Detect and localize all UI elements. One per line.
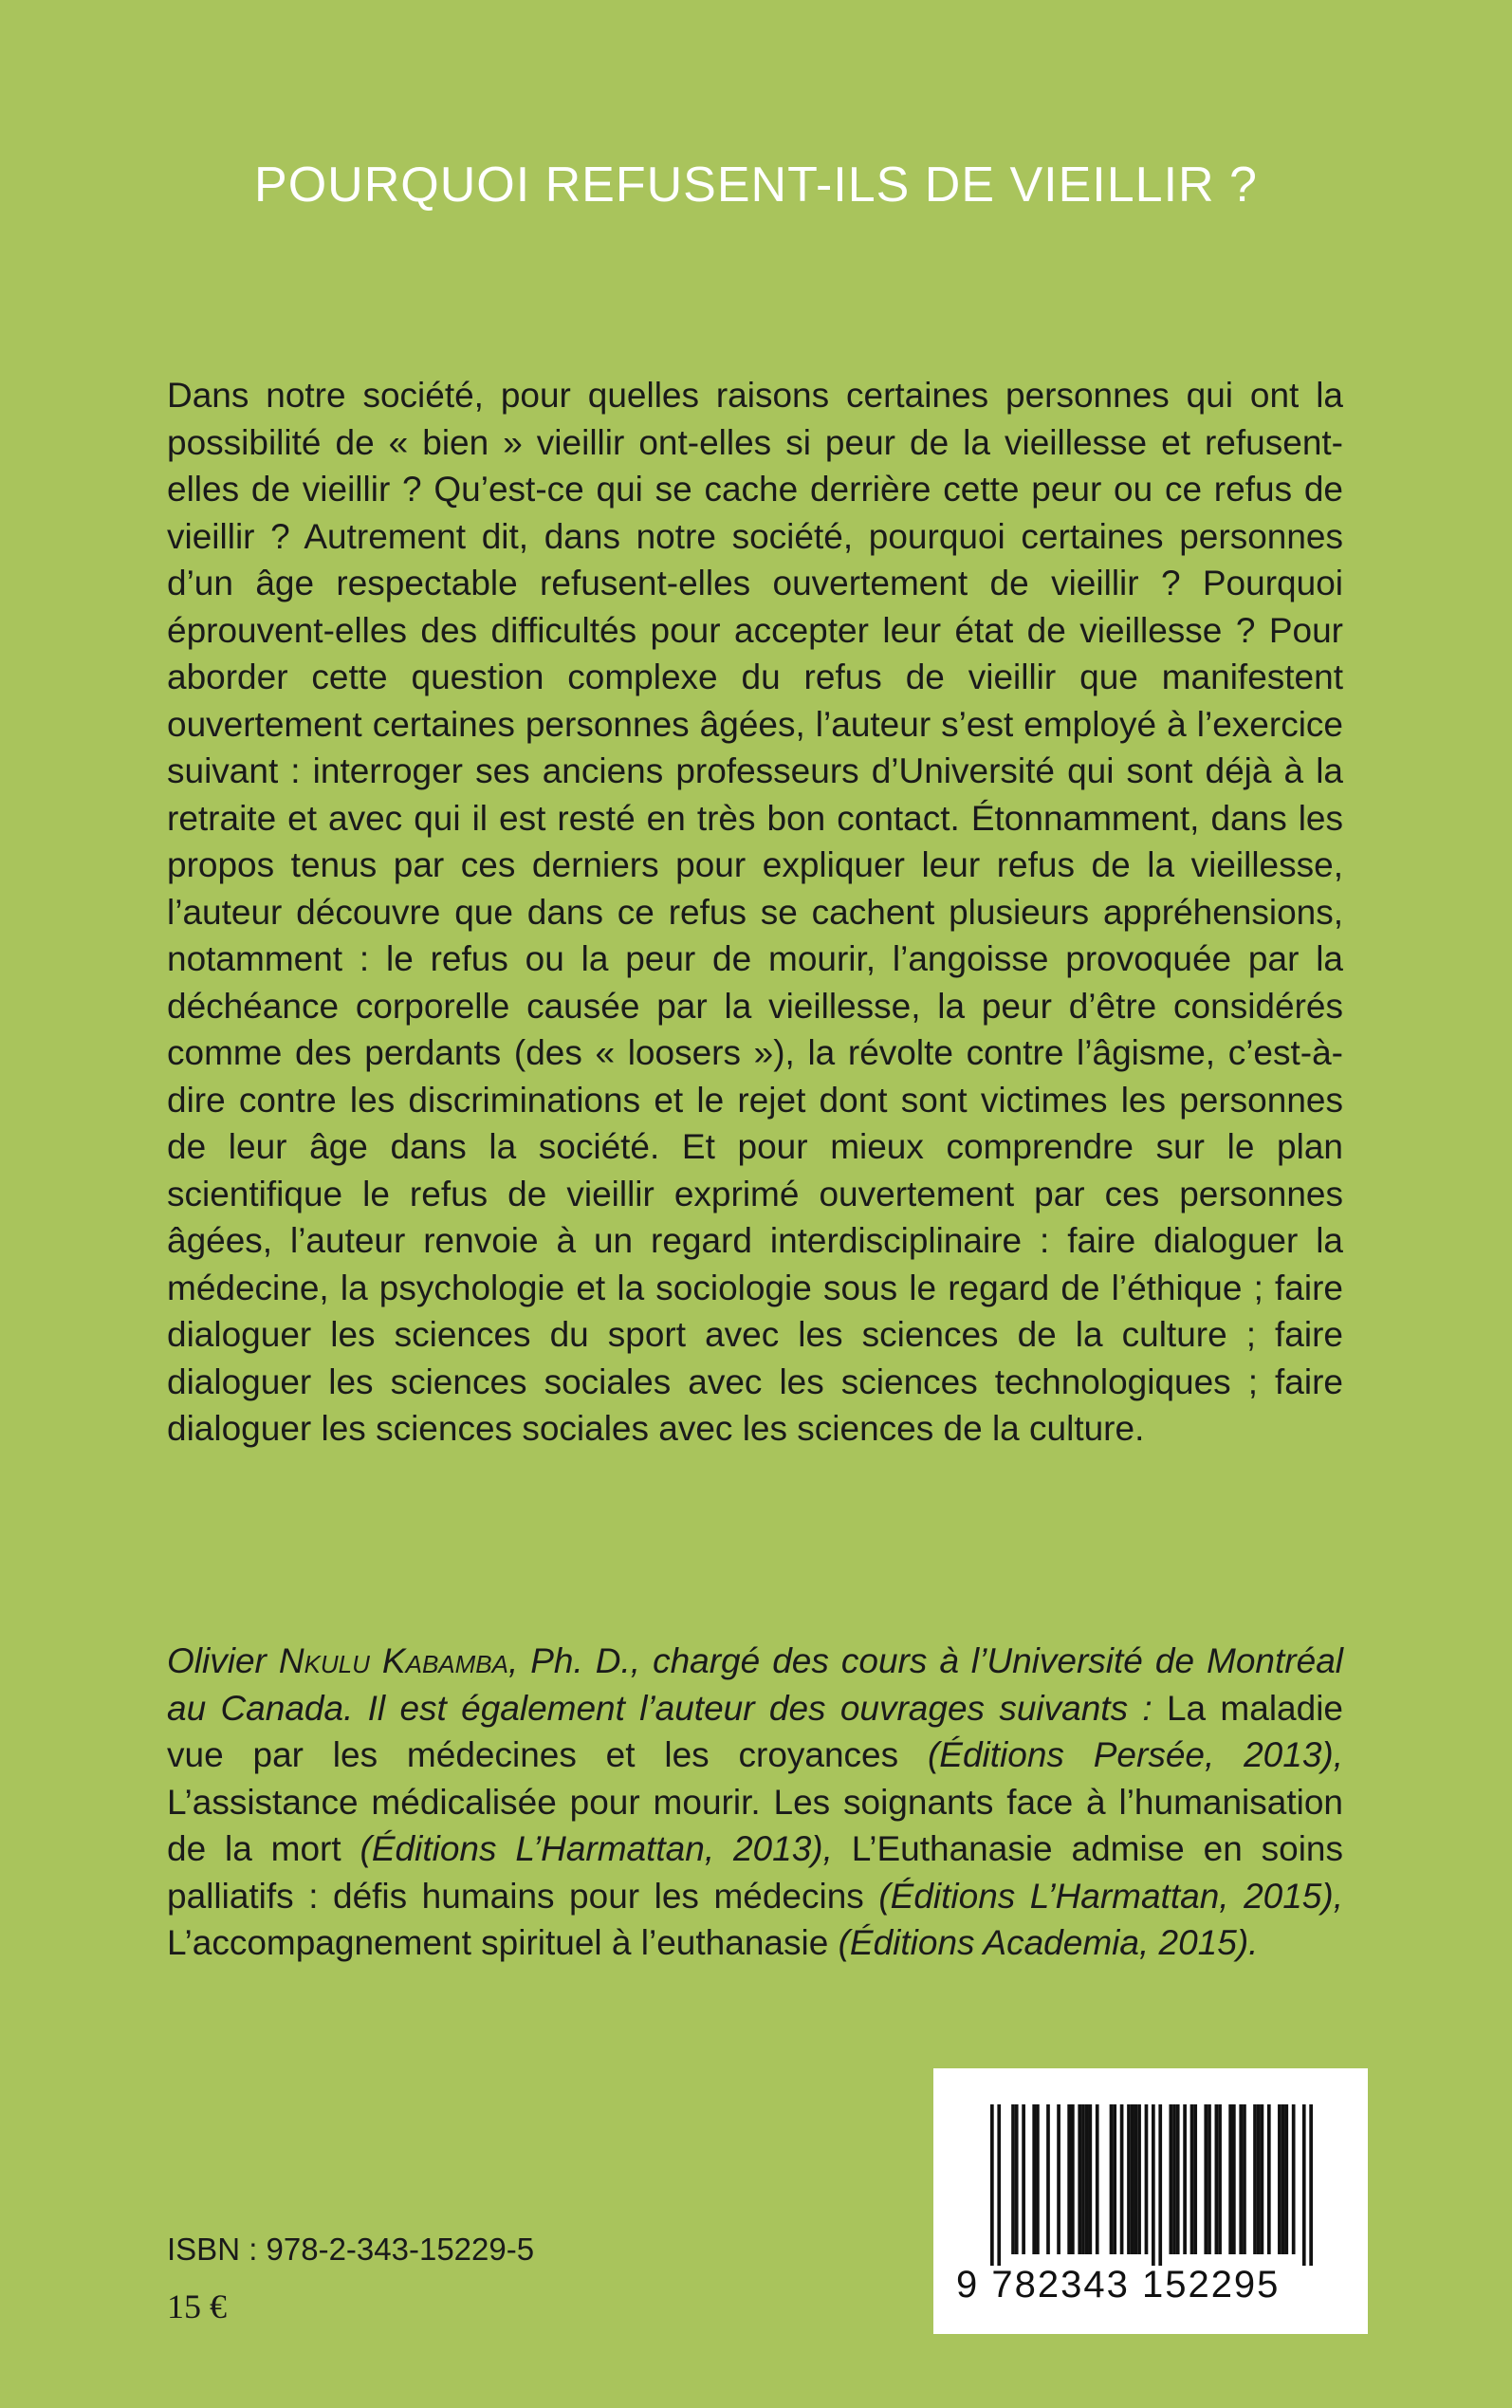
- barcode-bar: [1152, 2104, 1155, 2266]
- barcode-bar: [1158, 2104, 1162, 2266]
- barcode-bar: [1067, 2104, 1071, 2254]
- barcode-bar: [1113, 2104, 1116, 2254]
- work-title: La maladie vue par les médecines et les croyances: [167, 1688, 1344, 1774]
- barcode-bar: [1131, 2104, 1134, 2254]
- barcode-bar: [1309, 2104, 1313, 2266]
- barcode-bar: [1253, 2104, 1257, 2254]
- barcode-bar: [1032, 2104, 1036, 2254]
- work-publisher: (Éditions Persée, 2013),: [927, 1735, 1344, 1774]
- book-title: POURQUOI REFUSENT-ILS DE VIEILLIR ?: [254, 157, 1258, 213]
- author-first-name: Olivier: [167, 1641, 279, 1680]
- barcode-bar: [990, 2104, 994, 2266]
- barcode-bar: [1193, 2104, 1197, 2254]
- barcode-bar: [1172, 2104, 1176, 2254]
- barcode-bar: [1282, 2104, 1285, 2254]
- barcode-bar: [1228, 2104, 1232, 2254]
- barcode-bar: [1046, 2104, 1050, 2254]
- barcode-bar: [1022, 2104, 1025, 2254]
- barcode-bar: [1088, 2104, 1092, 2254]
- barcode-bar: [1081, 2104, 1085, 2254]
- barcode-bar: [1134, 2104, 1138, 2254]
- barcode-bar: [1267, 2104, 1271, 2254]
- work-title: L’assistance médicalisée pour mourir. Les soignants face à l’humanisation de la mort: [167, 1782, 1343, 1868]
- barcode-bar: [1078, 2104, 1081, 2254]
- work-publisher: (Éditions L’Harmattan, 2013),: [360, 1829, 852, 1868]
- barcode-bar: [1218, 2104, 1222, 2254]
- barcode-bar: [1257, 2104, 1261, 2254]
- author-credentials: , Ph. D., chargé des cours à l’Université de Montréal au Canada. Il est également l’auteur des ouvrages suivants :: [167, 1641, 1343, 1728]
- isbn: ISBN : 978-2-343-15229-5: [167, 2232, 535, 2267]
- barcode-bar: [1137, 2104, 1141, 2254]
- barcode-bar: [1261, 2104, 1264, 2254]
- author-bio: [167, 1638, 1343, 1967]
- barcode-bar: [1176, 2104, 1180, 2254]
- barcode-bar: [1183, 2104, 1187, 2254]
- barcode-bar: [1278, 2104, 1282, 2254]
- barcode-bars: [990, 2104, 1313, 2266]
- barcode-bar: [1292, 2104, 1296, 2254]
- barcode-bar: [1243, 2104, 1246, 2254]
- work-publisher: (Éditions Academia, 2015).: [838, 1923, 1259, 1962]
- barcode-bar: [1096, 2104, 1099, 2254]
- barcode-bar: [1085, 2104, 1089, 2254]
- barcode-bar: [1284, 2104, 1288, 2254]
- barcode-bar: [1169, 2104, 1172, 2254]
- barcode-bar: [1190, 2104, 1194, 2254]
- barcode-bar: [1208, 2104, 1211, 2254]
- barcode-bar: [1057, 2104, 1060, 2254]
- work-publisher: (Éditions L’Harmattan, 2015),: [878, 1876, 1343, 1916]
- barcode-bar: [997, 2104, 1001, 2266]
- price: 15 €: [167, 2288, 227, 2325]
- barcode-bar: [1127, 2104, 1131, 2254]
- barcode-bar: [1011, 2104, 1015, 2254]
- author-last-name: Nkulu Kabamba: [278, 1641, 508, 1680]
- synopsis-paragraph: Dans notre société, pour quelles raisons certaines personnes qui ont la possibilité de « bien » vieillir ont-elles si peur de la vieillesse et refusent-elles de vieillir ? Qu’est-ce qui se cache derrière cette peur ou ce refus de vieillir ? Autrement dit, dans notre société, pourquoi certaines personnes d’un âge respectable refusent-elles ouvertement de vieillir ? Pourquoi éprouvent-elles des difficultés pour accepter leur état de vieillesse ? Pour aborder cette question complexe du refus de vieillir que manifestent ouvertement certaines personnes âgées, l’auteur s’est employé à l’exercice suivant : interroger ses anciens professeurs d’Université qui sont déjà à la retraite et avec qui il est resté en très bon contact. Étonnamment, dans les propos tenus par ces derniers pour expliquer leur refus de la vieillesse, l’auteur découvre que dans ce refus se cachent plusieurs appréhensions, notamment : le refus ou la peur de mourir, l’angoisse provoquée par la déchéance corporelle causée par la vieillesse, la peur d’être considérés comme des perdants (des « loosers »), la révolte contre l’âgisme, c’est-à-dire contre les discriminations et le rejet dont sont victimes les personnes de leur âge dans la société. Et pour mieux comprendre sur le plan scientifique le refus de vieillir exprimé ouvertement par ces personnes âgées, l’auteur renvoie à un regard interdisciplinaire : faire dialoguer la médecine, la psychologie et la sociologie sous le regard de l’éthique ; faire dialoguer les sciences du sport avec les sciences de la culture ; faire dialoguer les sciences sociales avec les sciences technologiques ; faire dialoguer les sciences sociales avec les sciences de la culture.: [167, 376, 1343, 1448]
- barcode-bar: [1204, 2104, 1208, 2254]
- barcode-bar: [1015, 2104, 1019, 2254]
- barcode-box: [933, 2068, 1368, 2334]
- barcode-digits: 9 782343 152295: [956, 2264, 1281, 2306]
- barcode-bar: [1145, 2104, 1149, 2254]
- barcode-bar: [1120, 2104, 1124, 2254]
- work-title: L’Euthanasie admise en soins palliatifs : défis humains pour les médecins: [167, 1829, 1344, 1916]
- barcode-bar: [1036, 2104, 1040, 2254]
- barcode-bar: [1239, 2104, 1243, 2254]
- barcode-bar: [1071, 2104, 1075, 2254]
- barcode-bar: [1110, 2104, 1114, 2254]
- barcode-bar: [1215, 2104, 1219, 2254]
- work-title: L’accompagnement spirituel à l’euthanasie: [167, 1923, 839, 1962]
- barcode-bar: [1232, 2104, 1236, 2254]
- barcode-bar: [1302, 2104, 1306, 2266]
